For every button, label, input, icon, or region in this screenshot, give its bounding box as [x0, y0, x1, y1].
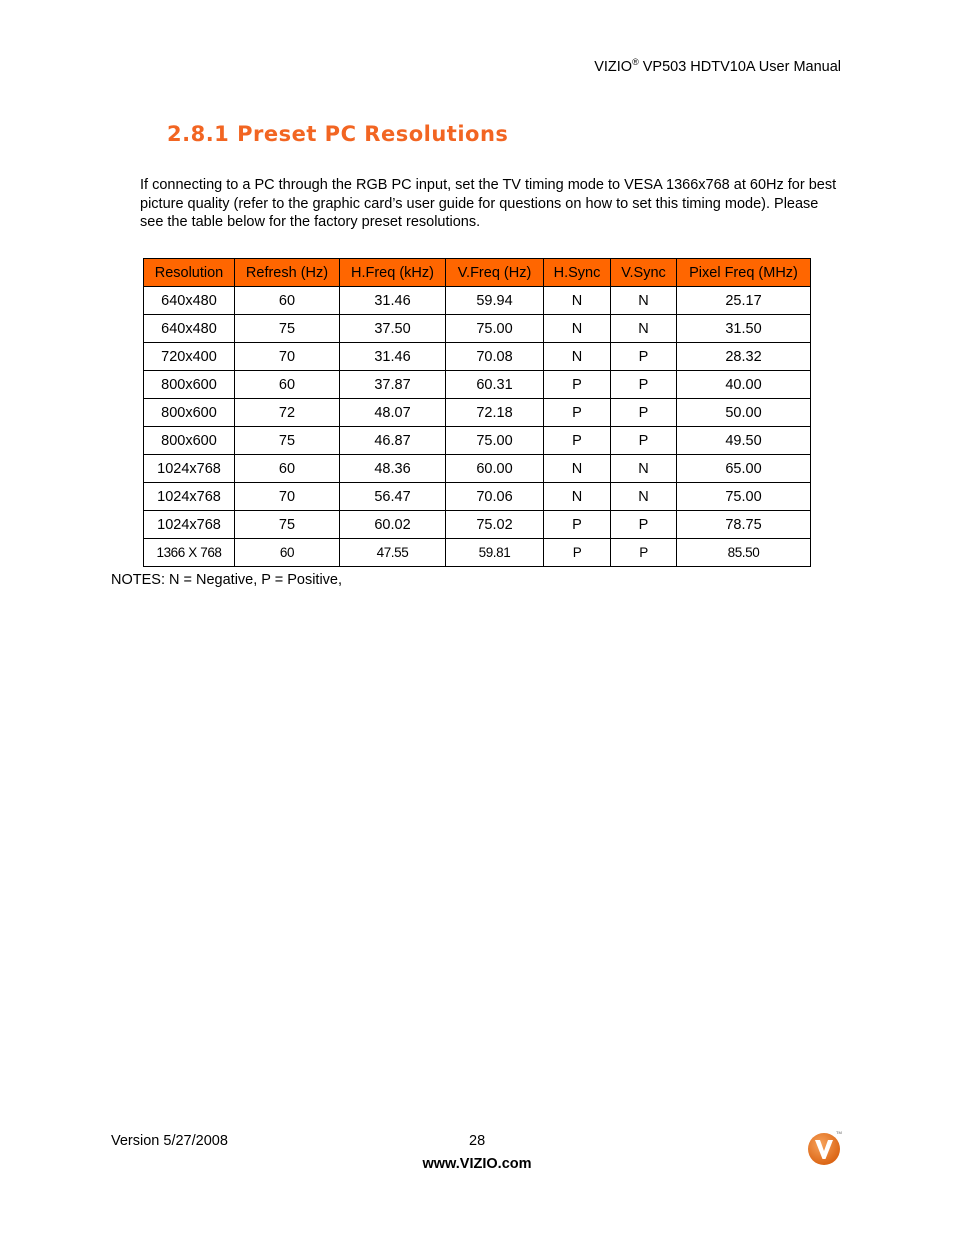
- table-row: [144, 343, 811, 371]
- intro-paragraph: [140, 176, 840, 232]
- table-cell: N: [611, 483, 677, 511]
- table-cell: 70: [235, 483, 340, 511]
- table-cell: 48.07: [340, 399, 446, 427]
- table-cell: P: [611, 371, 677, 399]
- vizio-v-logo-icon: [806, 1128, 844, 1168]
- table-row: [144, 539, 811, 567]
- section-title: 2.8.1 Preset PC Resolutions: [167, 122, 509, 146]
- table-cell: 60: [235, 539, 340, 567]
- table-cell: 60.02: [340, 511, 446, 539]
- column-header: Refresh (Hz): [235, 259, 340, 287]
- table-cell: 720x400: [144, 343, 235, 371]
- header-title: VP503 HDTV10A User Manual: [638, 59, 841, 75]
- column-header: H.Freq (kHz): [340, 259, 446, 287]
- table-cell: 65.00: [677, 455, 811, 483]
- table-row: [144, 287, 811, 315]
- table-cell: P: [611, 343, 677, 371]
- table-row: [144, 427, 811, 455]
- table-cell: 1024x768: [144, 483, 235, 511]
- table-cell: 60.31: [446, 371, 544, 399]
- column-header: H.Sync: [544, 259, 611, 287]
- table-cell: 800x600: [144, 371, 235, 399]
- table-cell: P: [611, 427, 677, 455]
- table-cell: 75.00: [446, 315, 544, 343]
- table-cell: 75.02: [446, 511, 544, 539]
- header-brand: VIZIO: [594, 59, 633, 75]
- table-row: [144, 511, 811, 539]
- table-cell: 75: [235, 511, 340, 539]
- table-cell: 75: [235, 315, 340, 343]
- table-cell: N: [544, 483, 611, 511]
- table-row: [144, 455, 811, 483]
- table-cell: 70.06: [446, 483, 544, 511]
- table-cell: P: [611, 399, 677, 427]
- table-cell: 59.94: [446, 287, 544, 315]
- table-cell: 60.00: [446, 455, 544, 483]
- table-cell: 60: [235, 455, 340, 483]
- table-cell: 75: [235, 427, 340, 455]
- table-cell: P: [611, 539, 677, 567]
- footer-url: www.VIZIO.com: [422, 1156, 532, 1172]
- table-cell: 800x600: [144, 399, 235, 427]
- table-cell: 28.32: [677, 343, 811, 371]
- table-cell: 1366 X 768: [144, 539, 235, 567]
- table-cell: 72.18: [446, 399, 544, 427]
- table-cell: 40.00: [677, 371, 811, 399]
- table-cell: 1024x768: [144, 455, 235, 483]
- table-cell: 85.50: [677, 539, 811, 567]
- table-cell: 640x480: [144, 287, 235, 315]
- table-cell: P: [544, 511, 611, 539]
- table-cell: 48.36: [340, 455, 446, 483]
- table-row: [144, 483, 811, 511]
- table-row: [144, 399, 811, 427]
- table-cell: 37.50: [340, 315, 446, 343]
- table-row: [144, 315, 811, 343]
- preset-resolutions-table: [143, 258, 811, 567]
- table-cell: 70.08: [446, 343, 544, 371]
- table-cell: P: [544, 399, 611, 427]
- registered-mark: ®: [632, 57, 639, 67]
- table-cell: 31.46: [340, 287, 446, 315]
- table-cell: N: [611, 287, 677, 315]
- table-cell: 50.00: [677, 399, 811, 427]
- table-cell: 78.75: [677, 511, 811, 539]
- table-cell: N: [544, 315, 611, 343]
- table-cell: 56.47: [340, 483, 446, 511]
- table-row: [144, 371, 811, 399]
- column-header: V.Freq (Hz): [446, 259, 544, 287]
- table-cell: 75.00: [677, 483, 811, 511]
- column-header: Pixel Freq (MHz): [677, 259, 811, 287]
- table-cell: 37.87: [340, 371, 446, 399]
- table-cell: 59.81: [446, 539, 544, 567]
- table-cell: P: [544, 371, 611, 399]
- table-cell: 70: [235, 343, 340, 371]
- table-cell: P: [611, 511, 677, 539]
- table-cell: 800x600: [144, 427, 235, 455]
- logo-disc: [808, 1133, 840, 1165]
- table-cell: 46.87: [340, 427, 446, 455]
- table-cell: 60: [235, 371, 340, 399]
- table-cell: 47.55: [340, 539, 446, 567]
- table-cell: 25.17: [677, 287, 811, 315]
- table-cell: 75.00: [446, 427, 544, 455]
- table-cell: N: [611, 315, 677, 343]
- table-cell: N: [611, 455, 677, 483]
- column-header: V.Sync: [611, 259, 677, 287]
- table-cell: 31.46: [340, 343, 446, 371]
- table-header-row: [144, 259, 811, 287]
- trademark-mark: TM: [836, 1130, 842, 1135]
- table-cell: P: [544, 427, 611, 455]
- column-header: Resolution: [144, 259, 235, 287]
- table-cell: 1024x768: [144, 511, 235, 539]
- table-cell: N: [544, 343, 611, 371]
- footer-version: Version 5/27/2008: [111, 1133, 228, 1149]
- intro-text: If connecting to a PC through the RGB PC input, set the TV timing mode to VESA 1366x768 at 60Hz for best picture quality (refer to the graphic card’s user guide for questions on how to set this timing mode). Please see the table below for the factory preset resolutions.: [140, 177, 837, 230]
- table-cell: N: [544, 287, 611, 315]
- table-cell: 31.50: [677, 315, 811, 343]
- running-header: [594, 59, 841, 75]
- table-cell: 640x480: [144, 315, 235, 343]
- table-cell: 60: [235, 287, 340, 315]
- table-cell: 49.50: [677, 427, 811, 455]
- table-cell: 72: [235, 399, 340, 427]
- page-number: 28: [469, 1133, 486, 1149]
- table-cell: N: [544, 455, 611, 483]
- table-cell: P: [544, 539, 611, 567]
- table-notes: NOTES: N = Negative, P = Positive,: [111, 572, 343, 588]
